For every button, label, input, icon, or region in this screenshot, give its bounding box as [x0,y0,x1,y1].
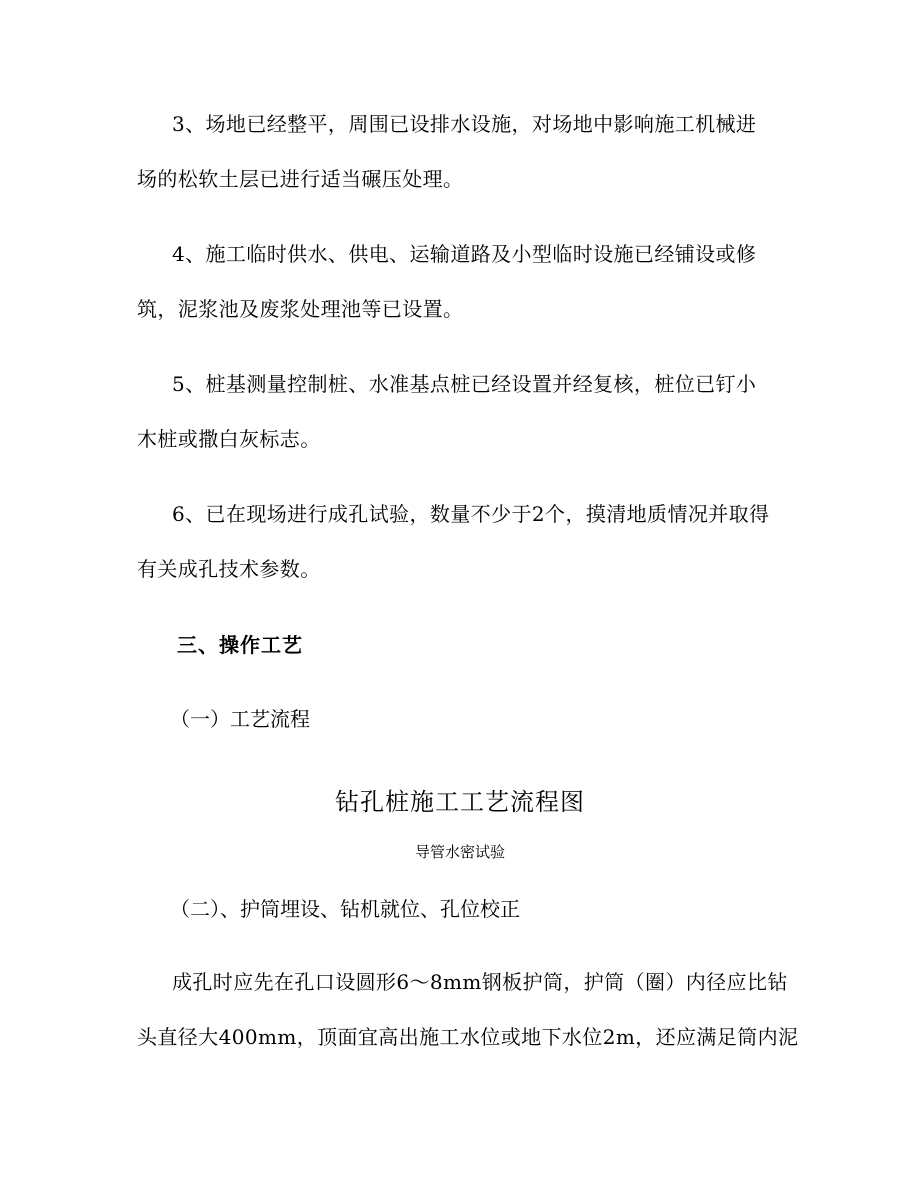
subsection-process-flow: （一）工艺流程 [170,707,310,731]
flowchart-label: 导管水密试验 [414,843,505,861]
paragraph-5-line-1: 5、桩基测量控制桩、水准基点桩已经设置并经复核，桩位已钉小 [172,372,757,396]
paragraph-4-line-2: 筑，泥浆池及废浆处理池等已设置。 [137,297,464,321]
paragraph-3-line-2: 场的松软土层已进行适当碾压处理。 [137,167,464,191]
section-heading: 三、操作工艺 [177,633,303,657]
subsection-casing: （二）、护筒埋设、钻机就位、孔位校正 [170,897,520,921]
paragraph-6-line-2: 有关成孔技术参数。 [137,557,321,581]
flowchart-title: 钻孔桩施工工艺流程图 [335,788,585,816]
paragraph-5-line-2: 木桩或撒白灰标志。 [137,427,321,451]
final-paragraph-line-1: 成孔时应先在孔口设圆形6～8mm钢板护筒，护筒（圈）内径应比钻 [172,970,788,994]
final-paragraph-line-2: 头直径大400mm，顶面宜高出施工水位或地下水位2m，还应满足筒内泥 [137,1025,799,1049]
paragraph-6-line-1: 6、已在现场进行成孔试验，数量不少于2个，摸清地质情况并取得 [172,502,770,526]
paragraph-3-line-1: 3、场地已经整平，周围已设排水设施，对场地中影响施工机械进 [172,112,757,136]
paragraph-4-line-1: 4、施工临时供水、供电、运输道路及小型临时设施已经铺设或修 [172,242,757,266]
